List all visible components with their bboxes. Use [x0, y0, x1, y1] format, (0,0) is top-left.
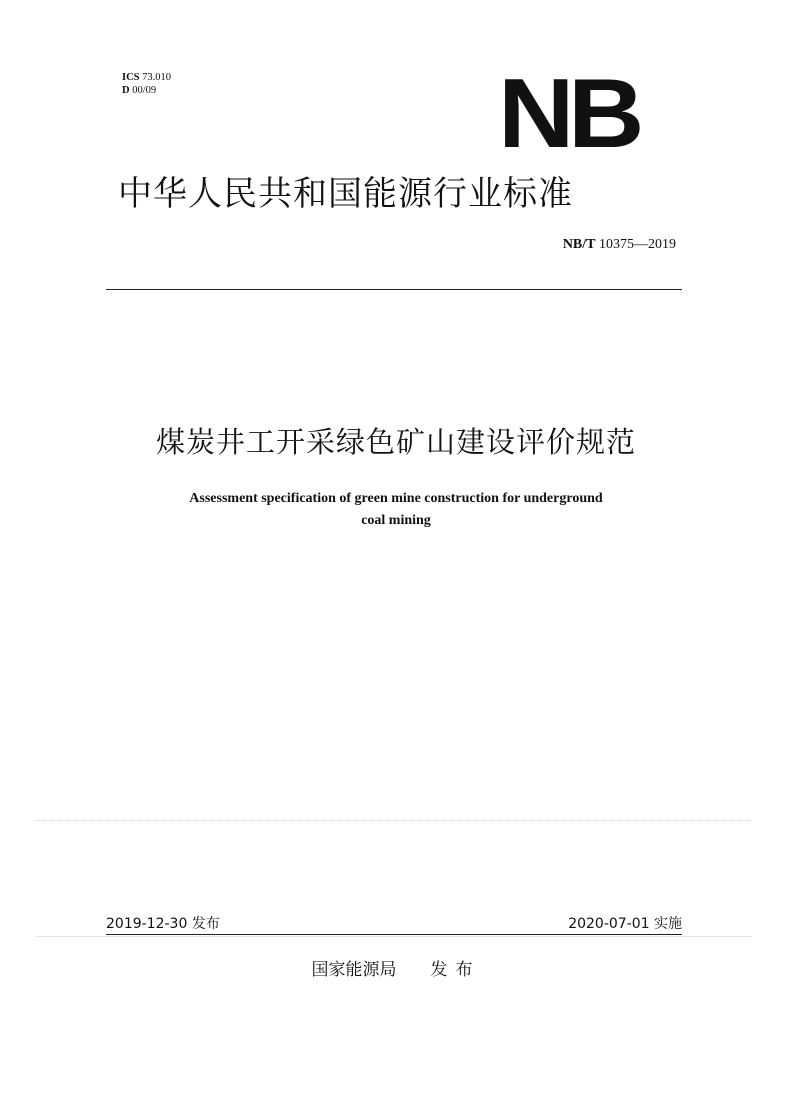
dotted-guide-line	[36, 936, 752, 937]
issuer-name: 国家能源局	[311, 960, 397, 980]
dotted-guide-line	[36, 820, 752, 821]
title-english-line2: coal mining	[361, 513, 431, 528]
issuer	[0, 958, 792, 982]
title-english-line1: Assessment specification of green mine construction for underground	[189, 491, 603, 506]
classification-codes	[122, 71, 171, 97]
publish-date: 2019-12-30 发布	[106, 916, 220, 932]
ccs-code: D 00/09	[122, 85, 157, 96]
title-english	[140, 488, 652, 532]
title-chinese: 煤炭井工开采绿色矿山建设评价规范	[155, 425, 636, 459]
nb-logo: NB	[498, 58, 638, 168]
bottom-divider	[106, 934, 682, 935]
ics-code: ICS 73.010	[122, 72, 172, 83]
implement-date: 2020-07-01 实施	[568, 916, 682, 932]
standard-number: NB/T 10375—2019	[562, 237, 676, 252]
issuer-action: 发布	[430, 960, 481, 980]
top-divider	[106, 289, 682, 290]
org-title: 中华人民共和国能源行业标准	[118, 174, 573, 214]
